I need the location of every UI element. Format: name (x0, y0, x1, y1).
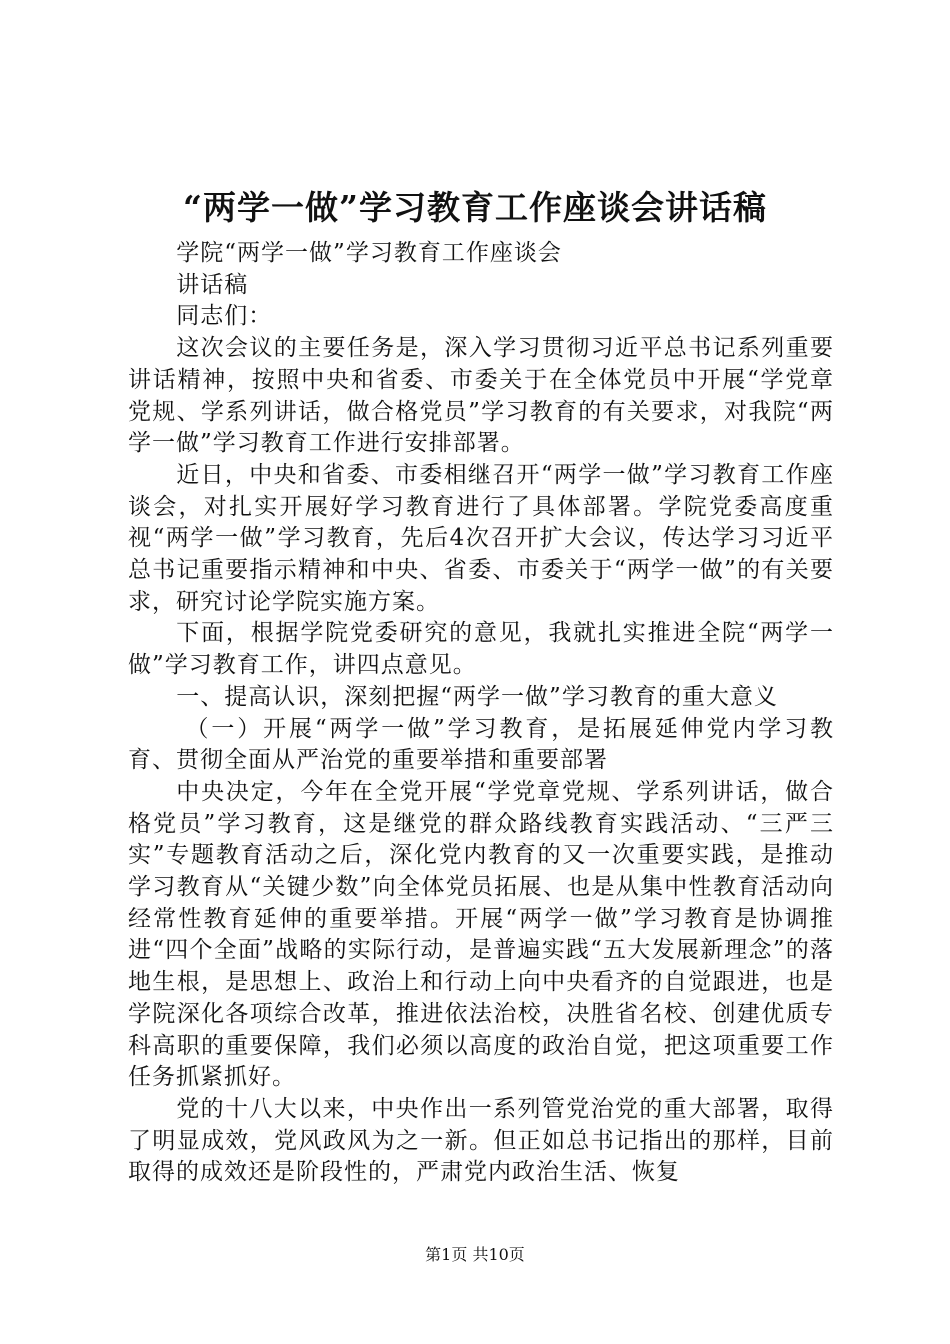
document-body (128, 238, 834, 1189)
paragraph-subtitle-cont: 讲话稿 (176, 271, 249, 298)
page-footer: 第1页 共10页 (425, 1245, 525, 1264)
section-heading: 一、提高认识，深刻把握“两学一做”学习教育的重大意义 (176, 683, 778, 710)
paragraph: 党的十八大以来，中央作出一系列管党治党的重大部署，取得了明显成效，党风政风为之一新。但正如总书记指出的那样，目前取得的成效还是阶段性的，严肃党内政治生活、恢复 (128, 1095, 834, 1186)
document-title: “两学一做”学习教育工作座谈会讲话稿 (183, 188, 767, 227)
paragraph: 这次会议的主要任务是，深入学习贯彻习近平总书记系列重要讲话精神，按照中央和省委、市委关于在全体党员中开展“学党章党规、学系列讲话，做合格党员”学习教育的有关要求，对我院“两学一做”学习教育工作进行安排部署。 (128, 335, 834, 457)
subsection-heading: （一）开展“两学一做”学习教育，是拓展延伸党内学习教育、贯彻全面从严治党的重要举措和重要部署 (128, 715, 834, 774)
paragraph-subtitle: 学院“两学一做”学习教育工作座谈会 (176, 240, 562, 266)
paragraph: 下面，根据学院党委研究的意见，我就扎实推进全院“两学一做”学习教育工作，讲四点意见。 (128, 620, 834, 679)
paragraph: 中央决定，今年在全党开展“学党章党规、学系列讲话，做合格党员”学习教育，这是继党的群众路线教育实践活动、“三严三实”专题教育活动之后，深化党内教育的又一次重要实践，是推动学习教育从“关键少数”向全体党员拓展、也是从集中性教育活动向经常性教育延伸的重要举措。开展“两学一做”学习教育是协调推进“四个全面”战略的实际行动，是普遍实践“五大发展新理念”的落地生根，是思想上、政治上和行动上向中央看齐的自觉跟进，也是学院深化各项综合改革，推进依法治校，决胜省名校、创建优质专科高职的重要保障，我们必须以高度的政治自觉，把这项重要工作任务抓紧抓好。 (128, 778, 834, 1091)
paragraph: 近日，中央和省委、市委相继召开“两学一做”学习教育工作座谈会，对扎实开展好学习教育进行了具体部署。学院党委高度重视“两学一做”学习教育，先后4次召开扩大会议，传达学习习近平总书记重要指示精神和中央、省委、市委关于“两学一做”的有关要求，研究讨论学院实施方案。 (128, 461, 834, 615)
paragraph-salutation: 同志们： (176, 303, 273, 330)
